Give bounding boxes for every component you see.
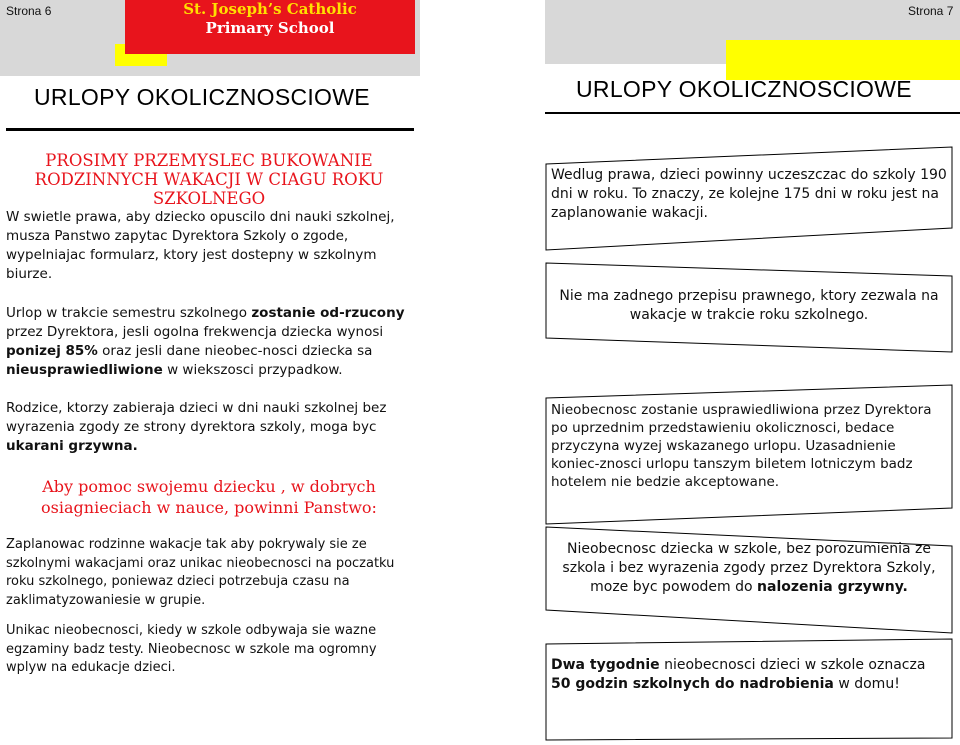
info-box-attendance [545, 146, 953, 252]
left-column [6, 151, 412, 678]
heading-line: PROSIMY PRZEMYSLEC BUKOWANIE [45, 151, 373, 170]
page-title-left: URLOPY OKOLICZNOSCIOWE [34, 84, 370, 110]
paragraph-refusal: Urlop w trakcie semestru szkolnego zostanie od-rzucony przez Dyrektora, jesli ogolna frekwencja dziecka wynosi ponizej 85% oraz jesli dane nieobec-nosci dziecka sa nieusprawiedliwione w wiekszosci przypadkow. [6, 305, 405, 378]
section-heading-holidays [6, 151, 412, 208]
paragraph-plan-holidays: Zaplanowac rodzinne wakacje tak aby pokrywaly sie ze szkolnymi wakacjami oraz unikac nieobecnosci na poczatku roku szkolnego, poniewaz dzieci potrzebuja czasu na zaklimatyzowaniesie w grupie. [6, 537, 395, 608]
heading-line: RODZINNYCH WAKACJI W CIAGU ROKU [34, 170, 384, 189]
box-text: Nieobecnosc zostanie usprawiedliwiona przez Dyrektora po uprzednim przedstawieniu okolicznosci, bedace przyczyna wyzej wskazanego urlopu. Uzasadnienie koniec-znosci urlopu tanszym biletem lotniczym badz hotelem nie bedzie akceptowane. [551, 402, 932, 490]
paragraph-permission: W swietle prawa, aby dziecko opuscilo dni nauki szkolnej, musza Panstwo zapytac Dyrektora Szkoly o zgode, wypelniajac formularz, ktory jest dostepny w szkolnym biurze. [6, 209, 395, 282]
paragraph-avoid-absence: Unikac nieobecnosci, kiedy w szkole odbywaja sie wazne egzaminy badz testy. Nieobecnosc w szkole ma ogromny wplyw na edukacje dzieci. [6, 623, 377, 675]
page-title-right: URLOPY OKOLICZNOSCIOWE [576, 76, 912, 102]
yellow-accent-right [726, 40, 960, 80]
title-divider-left [6, 128, 414, 131]
heading-line: osiagnieciach w nauce, powinni Panstwo: [41, 498, 377, 517]
page-number-right: Strona 7 [908, 4, 954, 18]
box-text: Nie ma zadnego przepisu prawnego, ktory zezwala na wakacje w trakcie roku szkolnego. [559, 288, 939, 323]
box-text: Dwa tygodnie nieobecnosci dzieci w szkole oznacza 50 godzin szkolnych do nadrobienia w domu! [551, 657, 926, 692]
title-divider-right [545, 112, 960, 114]
heading-line: SZKOLNEGO [152, 189, 266, 208]
paragraph-fine: Rodzice, ktorzy zabieraja dzieci w dni nauki szkolnej bez wyrazenia zgody ze strony dyrektora szkoly, moga byc ukarani grzywna. [6, 400, 387, 454]
box-text: Wedlug prawa, dzieci powinny uczeszczac do szkoly 190 dni w roku. To znaczy, ze kolejne 175 dni w roku jest na zaplanowanie wakacji. [551, 167, 947, 221]
section-heading-help [6, 476, 412, 518]
info-box-two-weeks [545, 638, 953, 742]
info-box-no-law [545, 262, 953, 354]
info-box-unauthorised [545, 526, 953, 636]
box-text: Nieobecnosc dziecka w szkole, bez porozumienia ze szkola i bez wyrazenia zgody przez Dyrektora Szkoly, moze byc powodem do nalozenia grzywny. [562, 541, 936, 595]
info-box-justification [545, 384, 953, 526]
heading-line: Aby pomoc swojemu dziecku , w dobrych [42, 477, 376, 496]
page-number-left: Strona 6 [6, 4, 52, 18]
school-name-banner [125, 0, 415, 54]
school-name-line1: St. Joseph’s Catholic [183, 0, 357, 18]
school-name-line2: Primary School [205, 19, 335, 37]
